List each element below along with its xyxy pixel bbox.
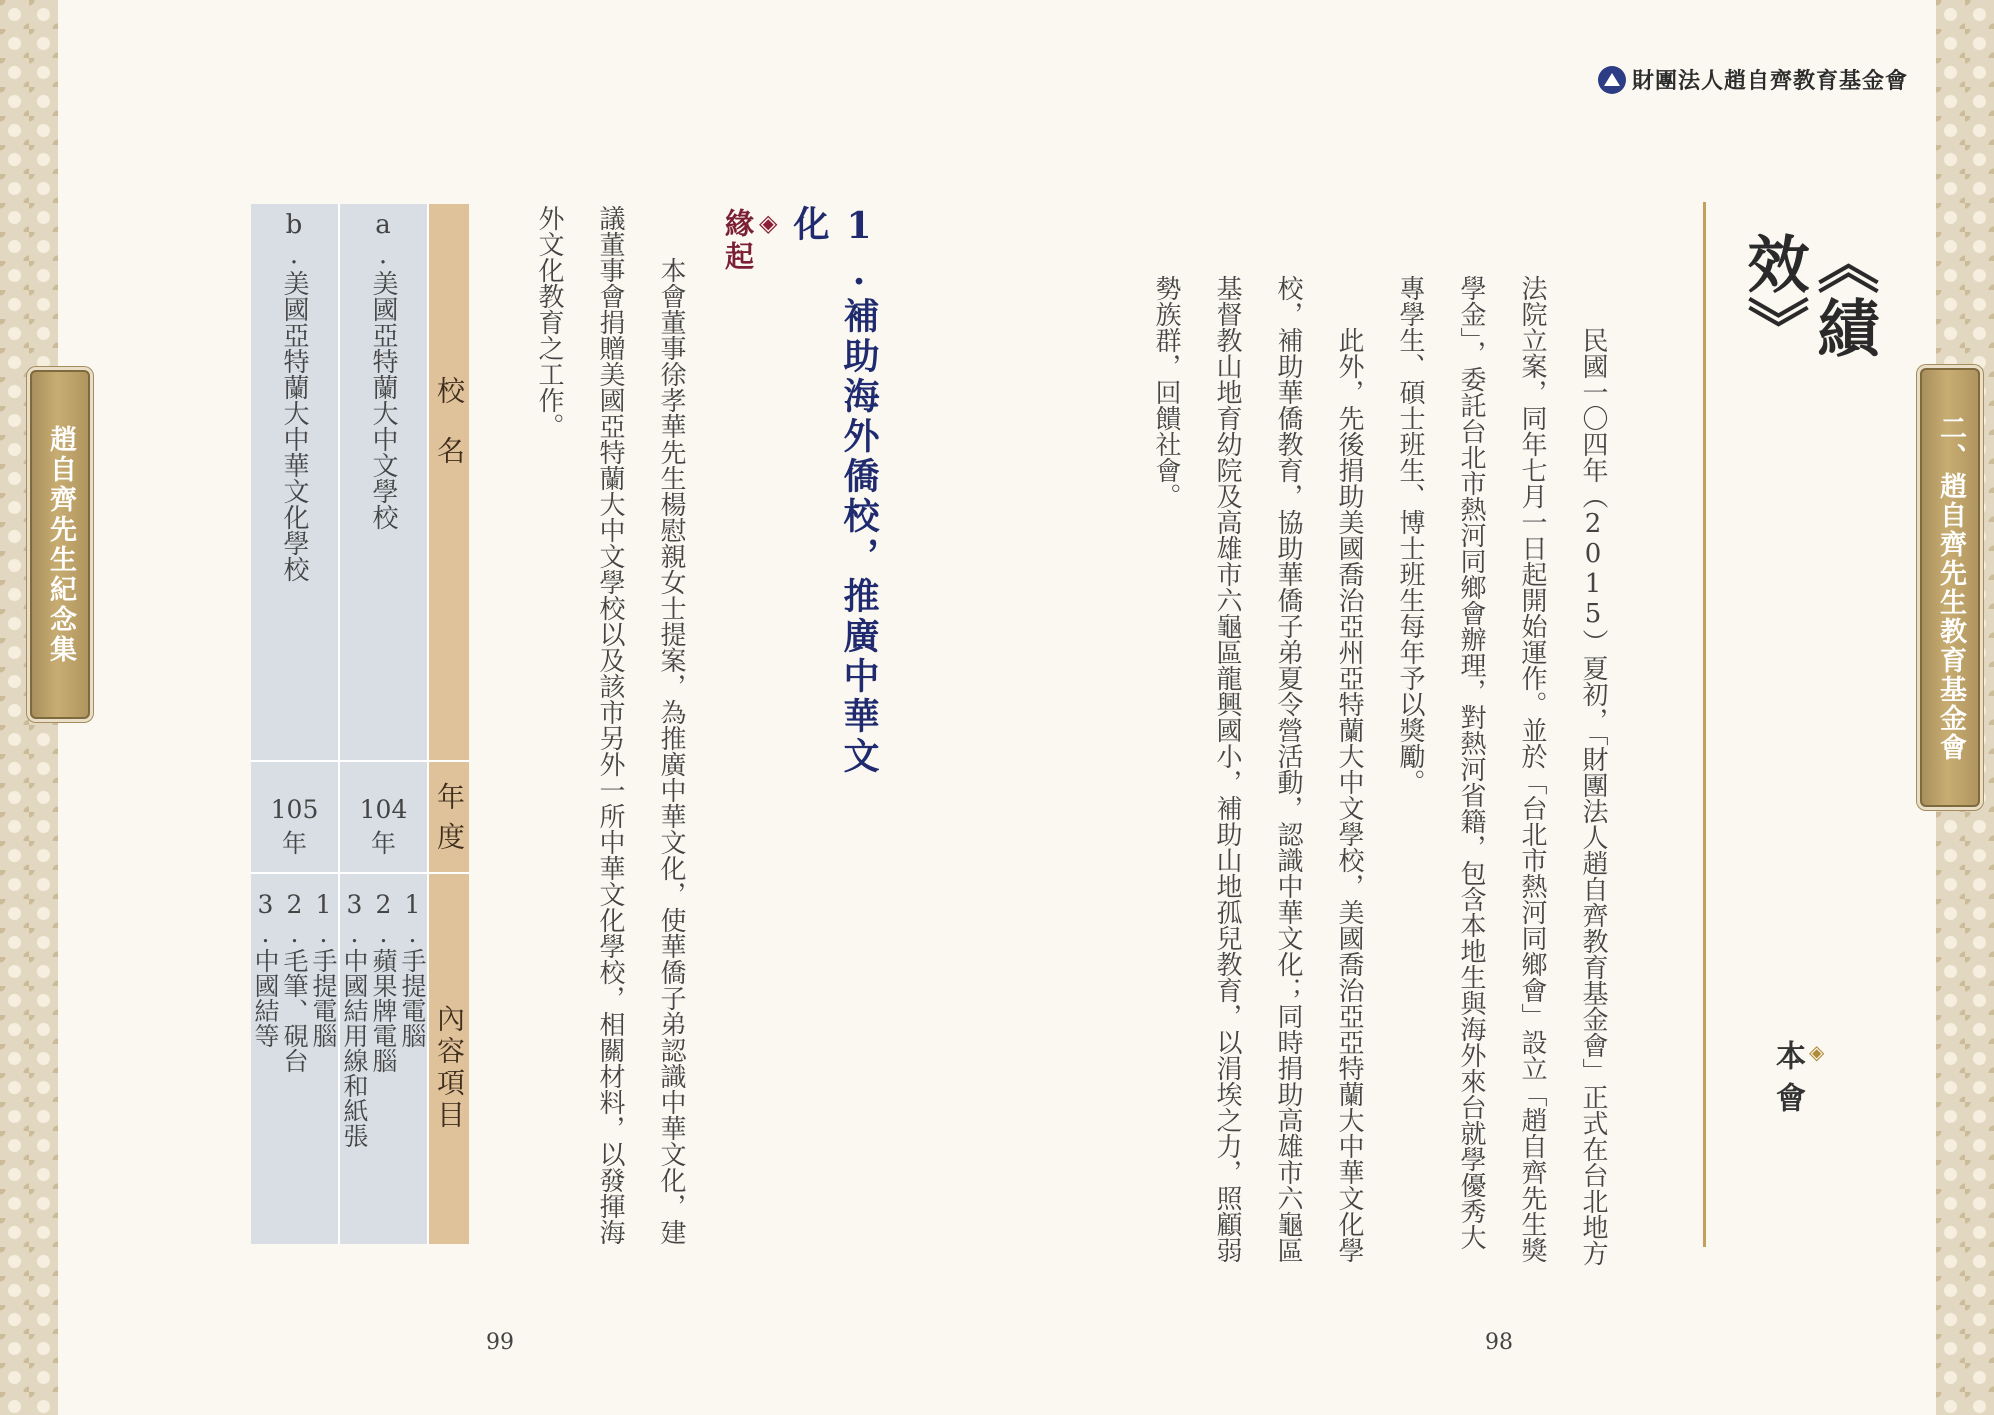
item-entry: 2.蘋果牌電腦 — [369, 890, 398, 1073]
table-cell-items — [340, 874, 427, 1244]
section-heading: 1.補助海外僑校，推廣中華文化 — [788, 205, 880, 777]
item-entry: 3.中國結等 — [251, 890, 280, 1048]
body-paragraph: 本會董事徐孝華先生楊慰親女士提案，為推廣中華文化，使華僑子弟認識中華文化，建議董事會捐贈美國亞特蘭大中文學校以及該市另外一所中華文化學校，相關材料，以發揮海外文化教育之工作。 — [534, 205, 686, 1245]
foundation-header — [1598, 64, 1908, 95]
body-paragraph: 民國一〇四年（2015）夏初，「財團法人趙自齊教育基金會」正式在台北地方法院立案，同年七月一日起開始運作。並於「台北市熱河同鄉會」設立「趙自齊先生獎學金」，委託台北市熱河同鄉會辦理，對熱河省籍，包含本地生與海外來台就學優秀大專學生、碩士班生、博士班生每年予以獎勵。 — [1395, 275, 1608, 1266]
item-entry: 1.手提電腦 — [309, 890, 338, 1048]
foundation-logo-icon — [1598, 66, 1626, 94]
title-divider-rule — [1703, 202, 1706, 1247]
origin-label — [718, 208, 781, 274]
spine-label-left: 趙自齊先生紀念集 — [30, 370, 90, 719]
table-header-items: 內容項目 — [429, 874, 469, 1244]
section-title: 《績 效》 — [1737, 232, 1880, 360]
table-cell-year: 105 年 — [251, 762, 338, 874]
origin-label-text: 緣起 — [721, 208, 755, 274]
foundation-name: 財團法人趙自齊教育基金會 — [1632, 68, 1909, 94]
subheading-text: 本會 — [1770, 1040, 1805, 1124]
diamond-bullet-icon: ◈ — [759, 208, 782, 237]
donation-table — [165, 204, 469, 1244]
table-cell-school: a.美國亞特蘭大中文學校 — [340, 204, 427, 762]
page-number-left: 99 — [486, 1330, 514, 1355]
diamond-bullet-icon: ◈ — [1809, 1040, 1825, 1064]
item-entry: 1.手提電腦 — [398, 890, 427, 1048]
table-header-school: 校名 — [429, 204, 469, 762]
body-paragraph: 此外，先後捐助美國喬治亞州亞特蘭大中文學校，美國喬治亞亞特蘭大中華文化學校，補助華僑教育，協助華僑子弟夏令營活動，認識中華文化；同時捐助高雄市六龜區基督教山地育幼院及高雄市六龜區龍興國小，補助山地孤兒教育，以涓埃之力，照顧弱勢族群，回饋社會。 — [1151, 275, 1364, 1263]
table-row — [338, 204, 427, 1244]
item-entry: 2.毛筆、硯台 — [280, 890, 309, 1073]
table-cell-year: 104 年 — [340, 762, 427, 874]
spine-label-right: 二、趙自齊先生教育基金會 — [1920, 368, 1980, 807]
subheading — [1765, 1040, 1824, 1124]
table-header-column — [427, 204, 469, 1244]
left-page-body — [518, 205, 701, 1245]
table-cell-items — [251, 874, 338, 1244]
item-entry: 3.中國結用線和紙張 — [340, 890, 369, 1148]
table-cell-school: b.美國亞特蘭大中華文化學校 — [251, 204, 338, 762]
right-page-body — [1135, 275, 1623, 1275]
table-row — [251, 204, 338, 1244]
table-header-year: 年度 — [429, 762, 469, 874]
page-number-right: 98 — [1485, 1330, 1513, 1355]
